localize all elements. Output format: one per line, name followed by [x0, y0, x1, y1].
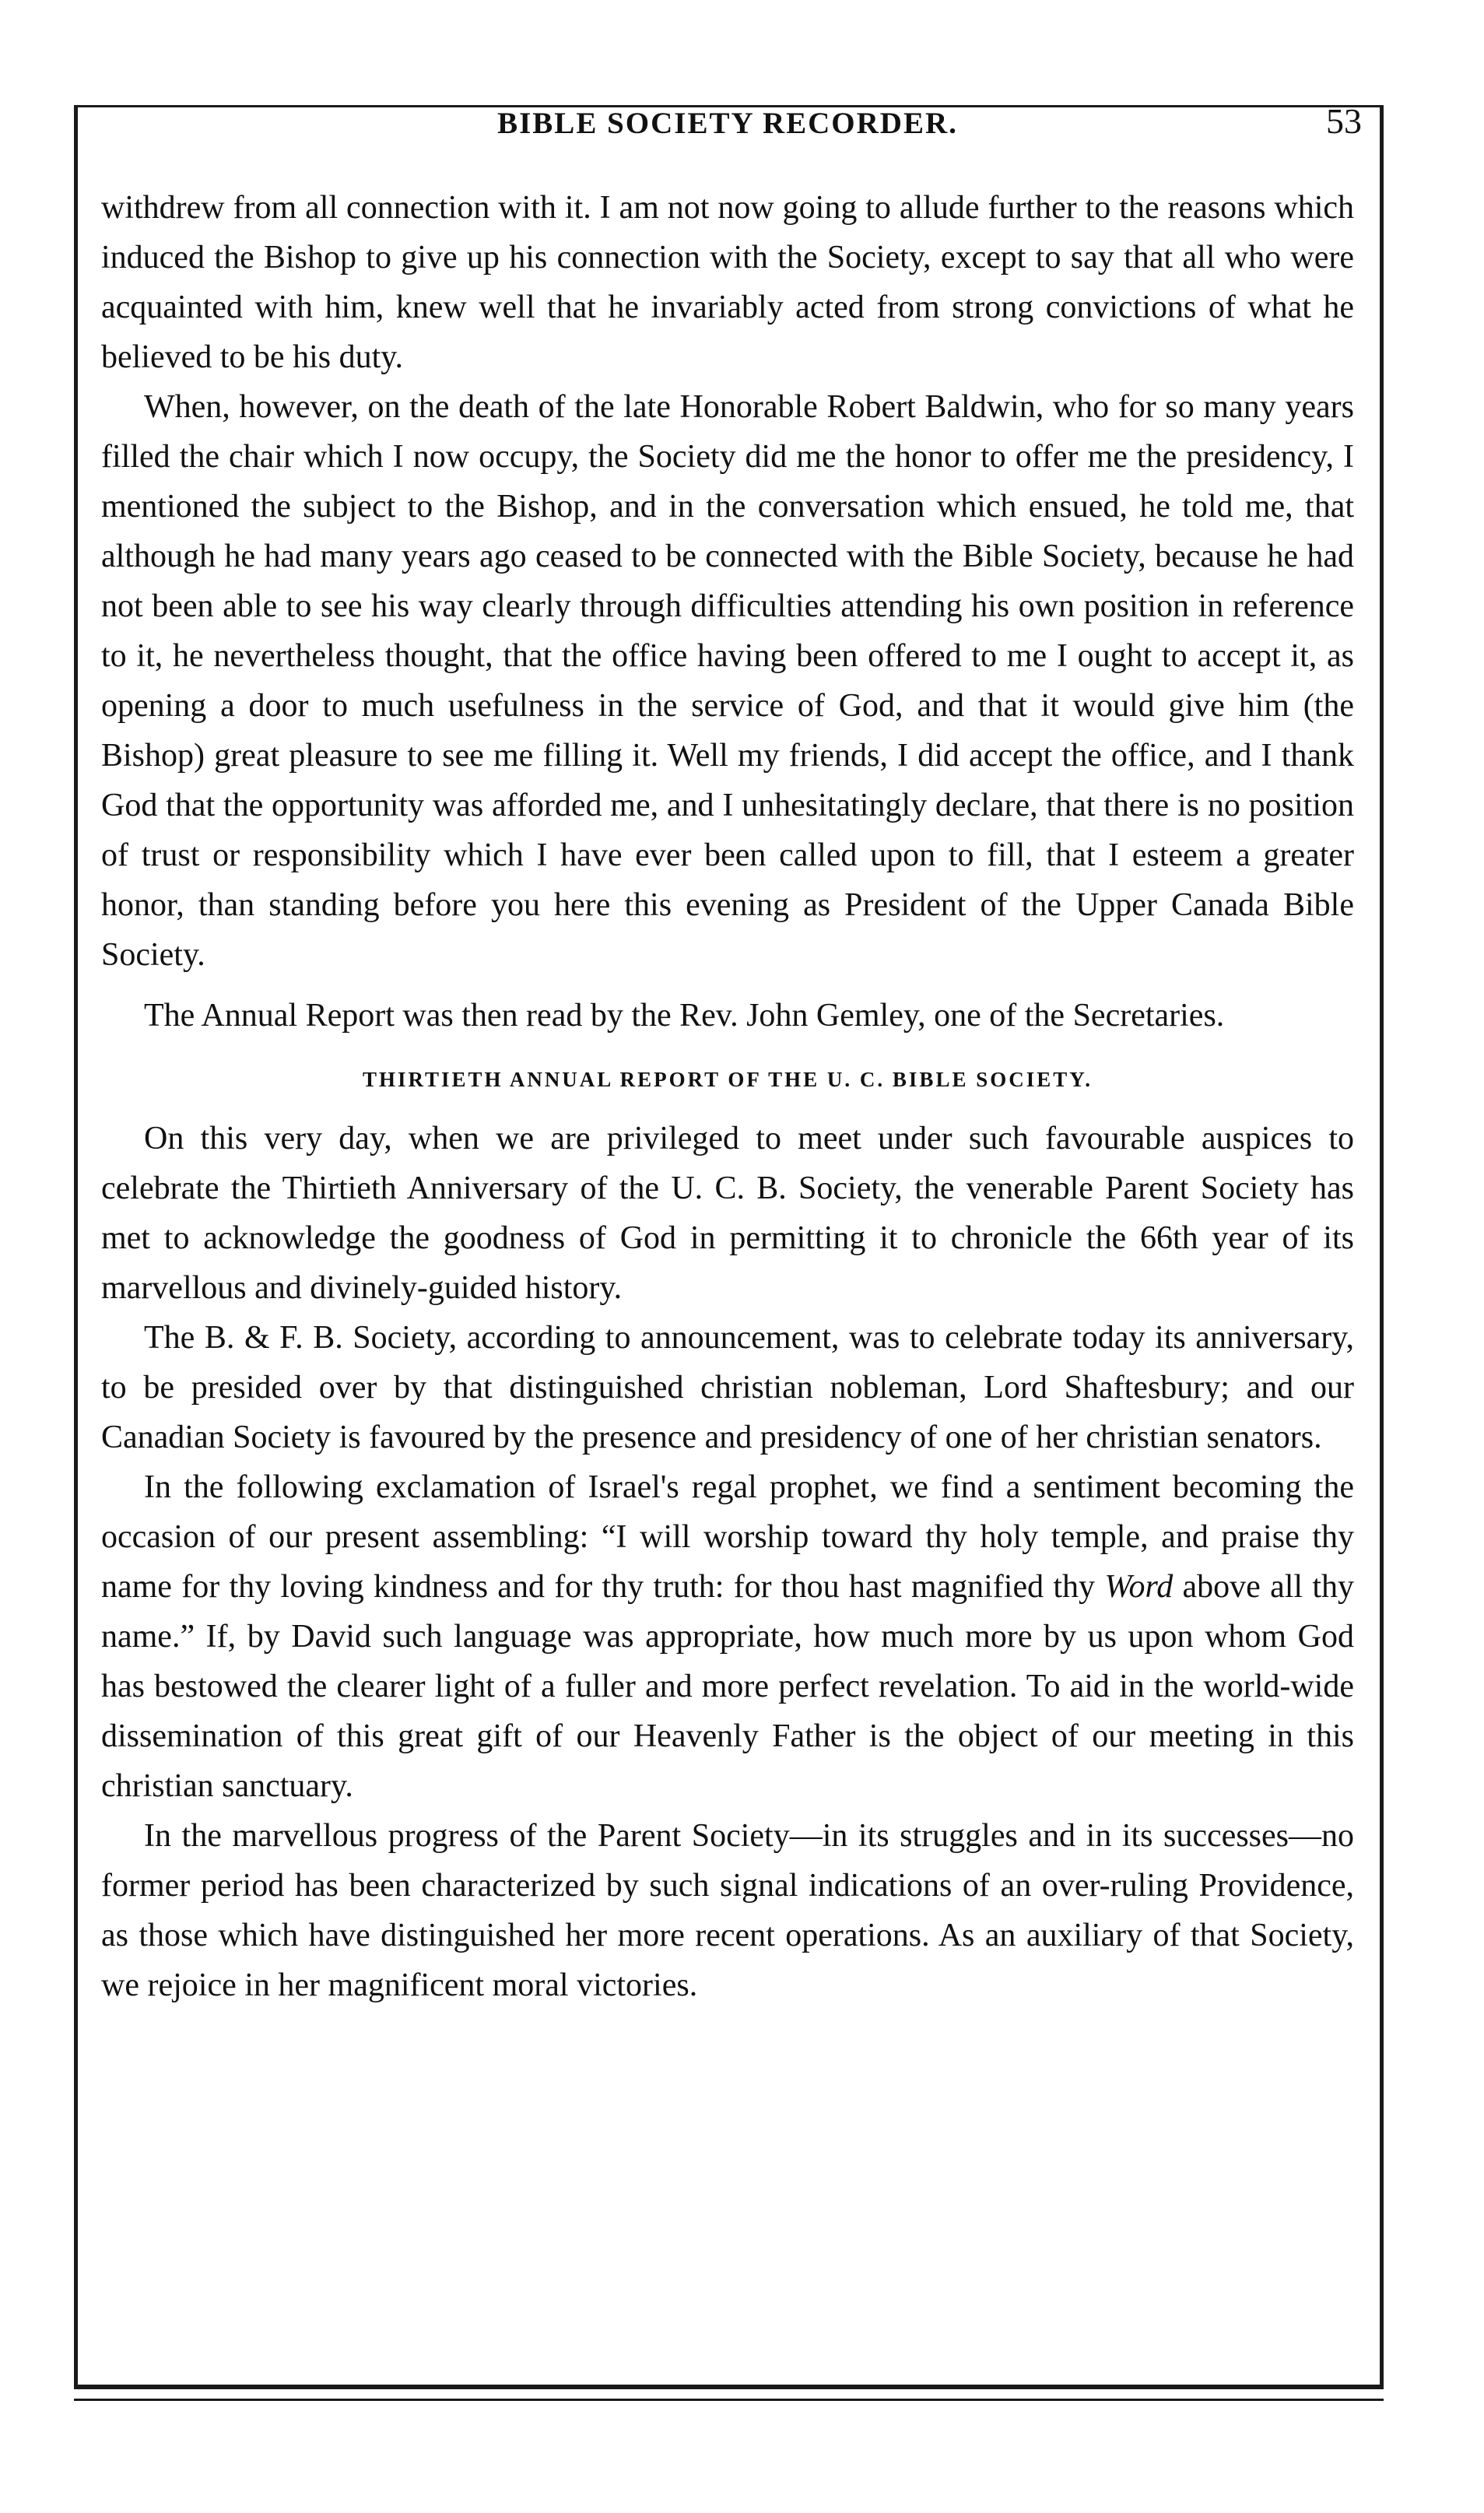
page-number: 53 [1326, 101, 1362, 141]
paragraph-regal-prophet [101, 1462, 1354, 1811]
quote-text-end: above all thy name.” If, by David such language was appropriate, how much more by us upon whom God has bestowed the clearer light of a fuller and more perfect revelation. To aid in the world-wide dissemination of this great gift of our Heavenly Father is the object of our meeting in this christian sanctuary. [101, 1569, 1354, 1804]
paragraph-marvellous-progress: In the marvellous progress of the Parent Society—in its struggles and in its successes—no former period has been characterized by such signal indications of an over-ruling Providence, as those which have distinguished her more recent operations. As an auxiliary of that Society, we rejoice in her magnificent moral victories. [101, 1818, 1354, 2003]
running-title: BIBLE SOCIETY RECORDER. [497, 107, 958, 140]
paragraph-annual-report-read: The Annual Report was then read by the Rev. John Gemley, one of the Secretaries. [144, 998, 1225, 1034]
section-heading: THIRTIETH ANNUAL REPORT OF THE U. C. BIBLE SOCIETY. [362, 1068, 1093, 1091]
quote-text-start: In the following exclamation of Israel's regal prophet, we find a sentiment becoming the occasion of our present assembling: “I will worship toward thy holy temple, and praise thy name for thy loving kindness and for thy truth: for thou hast magnified thy [101, 1469, 1354, 1605]
paragraph-parent-society: The B. & F. B. Society, according to announcement, was to celebrate today its anniversary, to be presided over by that distinguished christian nobleman, Lord Shaftesbury; and our Canadian Society is favoured by the presence and presidency of one of her christian senators. [101, 1320, 1354, 1455]
bottom-rule [74, 2399, 1384, 2401]
paragraph-thirtieth-anniversary: On this very day, when we are privileged to meet under such favourable auspices to celebrate the Thirtieth Anniversary of the U. C. B. Society, the venerable Parent Society has met to acknowledge the goodness of God in permitting it to chronicle the 66th year of its marvellous and divinely-guided history. [101, 1121, 1354, 1306]
italic-word: Word [1104, 1569, 1174, 1605]
article-body [101, 183, 1354, 2010]
running-head [101, 101, 1362, 183]
paragraph-continuation: withdrew from all connection with it. I am not now going to allude further to the reasons which induced the Bishop to give up his connection with the Society, except to say that all who were acquainted with him, knew well that he invariably acted from strong convictions of what he believed to be his duty. [101, 190, 1354, 375]
paragraph-presidency: When, however, on the death of the late Honorable Robert Baldwin, who for so many years filled the chair which I now occupy, the Society did me the honor to offer me the presidency, I mentioned the subject to the Bishop, and in the conversation which ensued, he told me, that although he had many years ago ceased to be connected with the Bible Society, because he had not been able to see his way clearly through difficulties attending his own position in reference to it, he nevertheless thought, that the office having been offered to me I ought to accept it, as opening a door to much usefulness in the service of God, and that it would give him (the Bishop) great pleasure to see me filling it. Well my friends, I did accept the office, and I thank God that the opportunity was afforded me, and I unhesitatingly declare, that there is no position of trust or responsibility which I have ever been called upon to fill, that I esteem a greater honor, than standing before you here this evening as President of the Upper Canada Bible Society. [101, 389, 1354, 973]
page-content [101, 101, 1362, 2010]
